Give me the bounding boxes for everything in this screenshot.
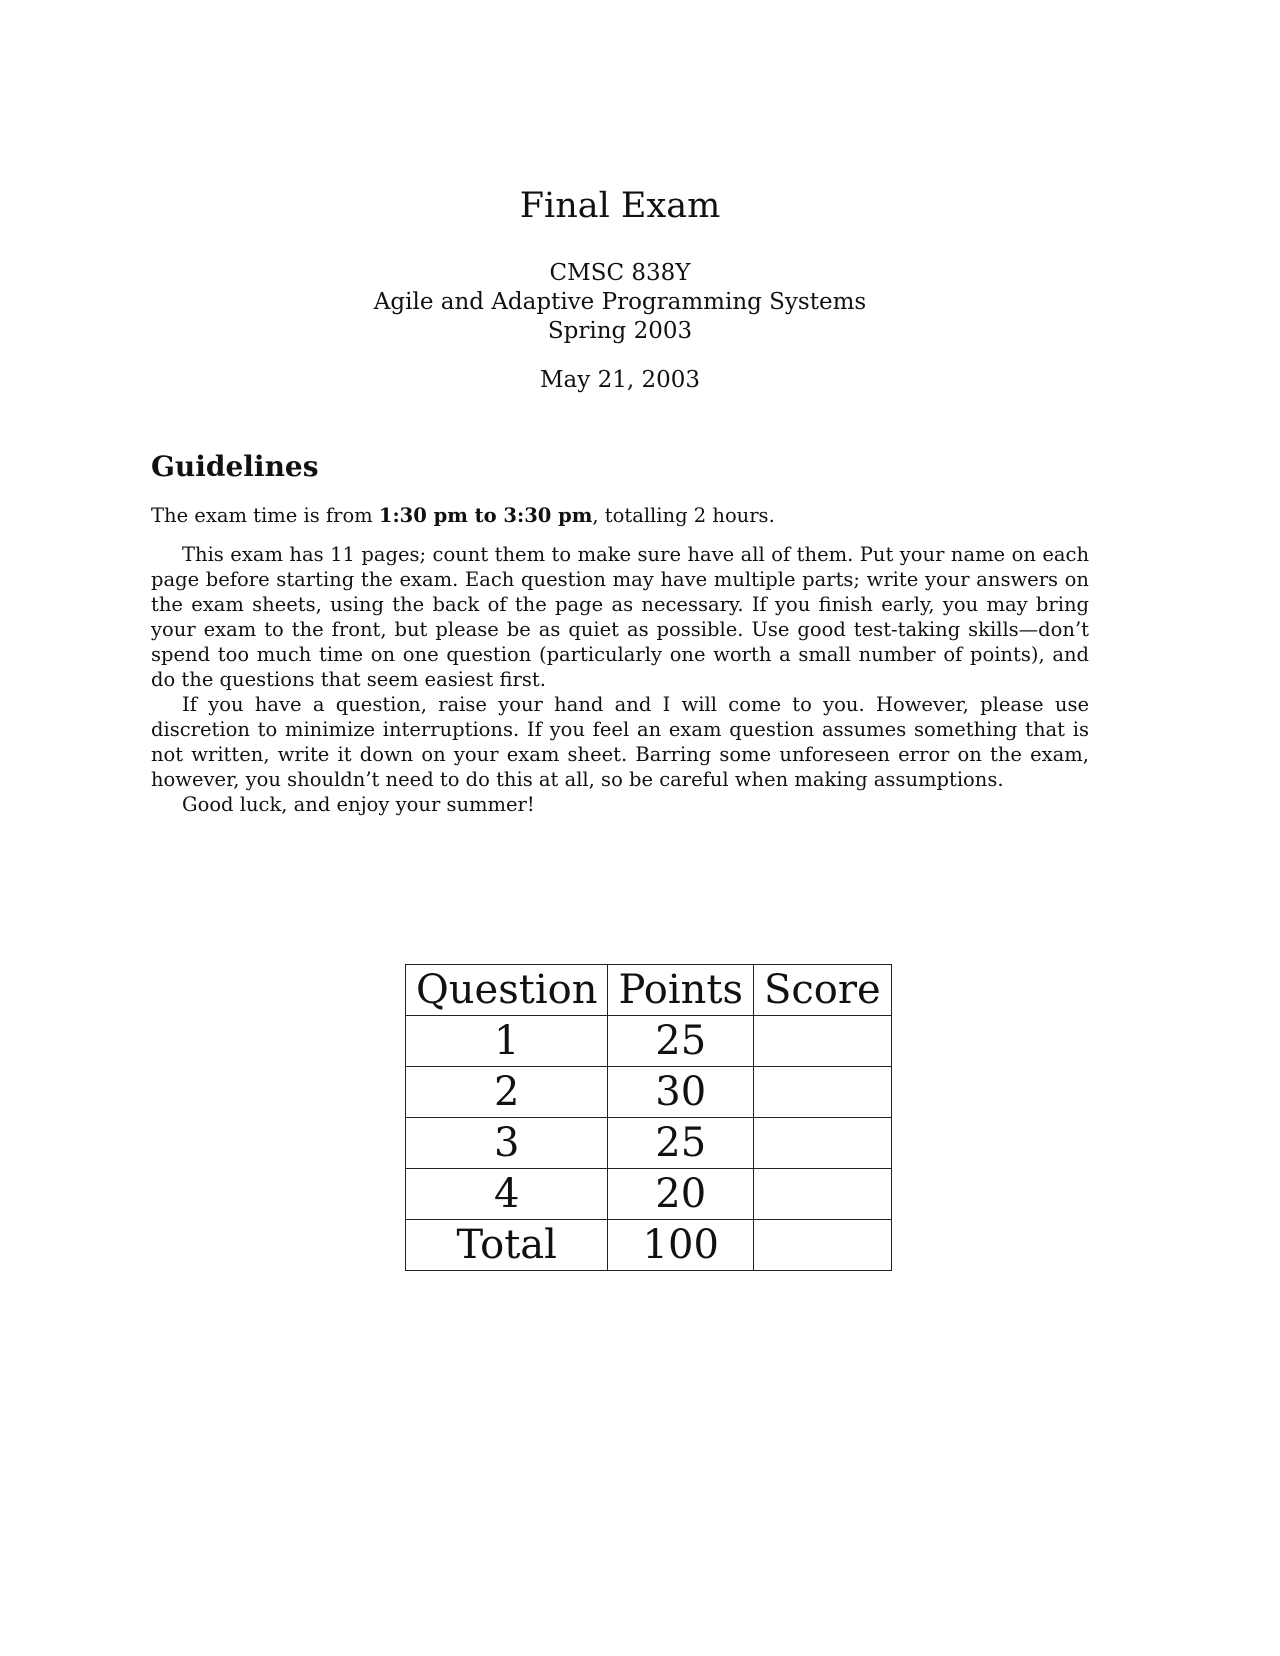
guidelines-body: [151, 542, 1089, 817]
total-label-cell: Total: [406, 1220, 608, 1271]
guidelines-paragraph-2: If you have a question, raise your hand and I will come to you. However, please use discretion to minimize interruptions. If you feel an exam question assumes something that is not written, write it down on your exam sheet. Barring some unforeseen error on the exam, however, you shouldn’t need to do this at all, so be careful when making assumptions.: [151, 693, 1089, 791]
table-row: [406, 1118, 892, 1169]
score-table: [405, 964, 892, 1271]
question-cell: 3: [406, 1118, 608, 1169]
total-points-cell: 100: [608, 1220, 754, 1271]
points-cell: 25: [608, 1016, 754, 1067]
table-row-total: [406, 1220, 892, 1271]
score-cell[interactable]: [754, 1067, 892, 1118]
table-row: [406, 1169, 892, 1220]
exam-title: Final Exam: [519, 186, 721, 226]
score-cell[interactable]: [754, 1118, 892, 1169]
exam-date: May 21, 2003: [540, 367, 700, 393]
header-question: Question: [406, 965, 608, 1016]
exam-time-suffix: , totalling 2 hours.: [592, 504, 775, 527]
table-row: [406, 1016, 892, 1067]
exam-time-range: 1:30 pm to 3:30 pm: [378, 504, 593, 527]
guidelines-paragraph-3: Good luck, and enjoy your summer!: [182, 793, 535, 816]
question-cell: 2: [406, 1067, 608, 1118]
table-row: [406, 1067, 892, 1118]
points-cell: 30: [608, 1067, 754, 1118]
course-term: Spring 2003: [547, 318, 693, 344]
guidelines-heading: Guidelines: [151, 450, 319, 483]
points-cell: 20: [608, 1169, 754, 1220]
exam-time-prefix: The exam time is from: [151, 504, 379, 527]
course-code: CMSC 838Y: [549, 260, 691, 286]
score-cell[interactable]: [754, 1016, 892, 1067]
total-score-cell[interactable]: [754, 1220, 892, 1271]
score-cell[interactable]: [754, 1169, 892, 1220]
question-cell: 1: [406, 1016, 608, 1067]
score-table-header-row: [406, 965, 892, 1016]
exam-time-statement: [151, 503, 1089, 528]
guidelines-paragraph-1: This exam has 11 pages; count them to make sure have all of them. Put your name on each page before starting the exam. Each question may have multiple parts; write your answers on the exam sheets, using the back of the page as necessary. If you finish early, you may bring your exam to the front, but please be as quiet as possible. Use good test-taking skills—don’t spend too much time on one question (particularly one worth a small number of points), and do the questions that seem easiest first.: [151, 543, 1089, 691]
course-name: Agile and Adaptive Programming Systems: [373, 289, 867, 315]
header-points: Points: [608, 965, 754, 1016]
header-score: Score: [754, 965, 892, 1016]
question-cell: 4: [406, 1169, 608, 1220]
points-cell: 25: [608, 1118, 754, 1169]
